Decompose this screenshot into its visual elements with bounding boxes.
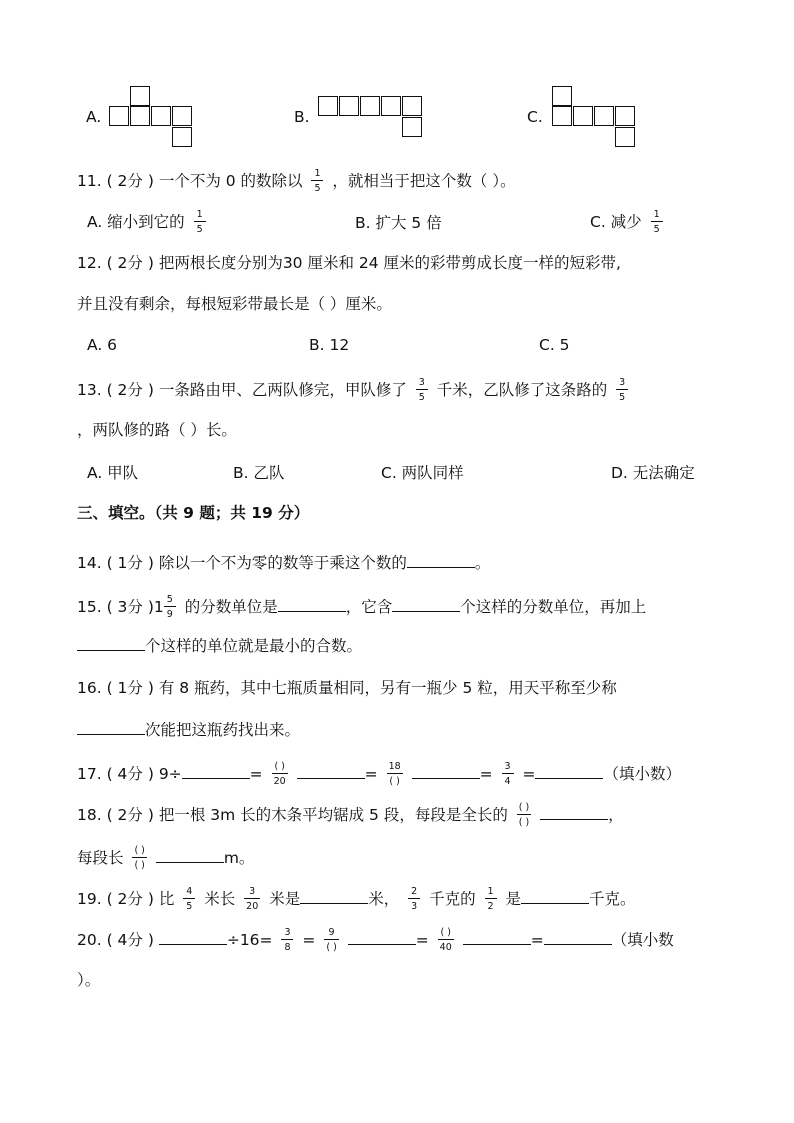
q12-line-2: 并且没有剩余，每根短彩带最长是（ ）厘米。 [77,295,392,313]
q13-option-a[interactable]: A. 甲队 [87,464,139,482]
q18-fraction-1: $\frac{( )}{( )}$ [518,802,530,828]
net-b-label: B. [294,108,310,126]
answer-blank[interactable] [392,597,460,612]
q19-fraction-4: $\frac{1}{2}$ [486,886,496,913]
net-cell [615,106,635,126]
q18-fraction-2: $\frac{( )}{( )}$ [134,845,145,871]
q13-line-2: ，两队修的路（ ）长。 [77,421,237,439]
net-cell [402,96,422,116]
q17-fraction-2: $\frac{18}{( )}$ [388,761,401,787]
net-cell [339,96,359,116]
q13-fraction-1: $\frac{3}{5}$ [417,377,427,404]
question-14: 14. ( 1分 ) 除以一个不为零的数等于乘这个数的 。 [77,554,491,572]
q11-suffix: ，就相当于把这个数（ ）。 [332,172,516,190]
answer-blank[interactable] [348,930,416,945]
q13-option-b[interactable]: B. 乙队 [233,464,285,482]
answer-blank[interactable] [77,636,145,651]
q19-fraction-3: $\frac{2}{3}$ [409,886,419,913]
answer-blank[interactable] [535,764,603,779]
net-cell [573,106,593,126]
answer-blank[interactable] [156,848,224,863]
net-cell [594,106,614,126]
net-c-label: C. [527,108,543,126]
q12-option-a[interactable]: A. 6 [87,336,118,354]
q12-line-1: 12. ( 2分 ) 把两根长度分别为30 厘米和 24 厘米的彩带剪成长度一样的短彩带, [77,254,621,272]
q15-fraction: $\frac{5}{9}$ [165,594,175,621]
question-11 [77,168,516,195]
q11-option-a-fraction: $\frac{1}{5}$ [195,209,205,236]
q16-line-1: 16. ( 1分 ) 有 8 瓶药，其中七瓶质量相同，另有一瓶少 5 粒，用天平称至少称 [77,679,617,697]
q13-option-c[interactable]: C. 两队同样 [381,464,464,482]
answer-blank[interactable] [540,805,608,820]
q19-fraction-1: $\frac{4}{5}$ [184,886,194,913]
net-cell [151,106,171,126]
net-cell [552,106,572,126]
net-cell [130,106,150,126]
q20-line-2: ）。 [77,971,101,989]
q18-line-2: 每段长 $\frac{( )}{( )}$ m。 [77,845,255,871]
net-cell [130,86,150,106]
q16-line-2: 次能把这瓶药找出来。 [77,719,300,741]
q20-fraction-1: $\frac{3}{8}$ [282,927,292,954]
answer-blank[interactable] [159,930,227,945]
net-cell [402,117,422,137]
q12-option-b[interactable]: B. 12 [309,336,350,354]
answer-blank[interactable] [544,930,612,945]
q19-fraction-2: $\frac{3}{20}$ [246,886,259,912]
net-cell [552,86,572,106]
q13-fraction-2: $\frac{3}{5}$ [617,377,627,404]
question-19: 19. ( 2分 ) 比 $\frac{4}{5}$ 米长 $\frac{3}{20}$ 米是 米， $\frac{2}{3}$ 千克的 $\frac{1}{2}$ 是 千克。 [77,886,636,912]
answer-blank[interactable] [297,764,365,779]
question-13: 13. ( 2分 ) 一条路由甲、乙两队修完，甲队修了 $\frac{3}{5}$ 千米，乙队修了这条路的 $\frac{3}{5}$ [77,377,632,404]
net-cell [318,96,338,116]
q13-option-d[interactable]: D. 无法确定 [611,464,695,482]
answer-blank[interactable] [182,764,250,779]
q11-prefix: 11. ( 2分 ) 一个不为 0 的数除以 [77,172,303,190]
answer-blank[interactable] [278,597,346,612]
answer-blank[interactable] [77,720,145,735]
net-cell [360,96,380,116]
net-a-label: A. [86,108,102,126]
q11-option-a[interactable]: A. 缩小到它的 $\frac{1}{5}$ [87,209,210,236]
section-3-heading: 三、填空。（共 9 题；共 19 分） [77,504,310,522]
q12-option-c[interactable]: C. 5 [539,336,570,354]
answer-blank[interactable] [412,764,480,779]
net-cell [381,96,401,116]
question-20: 20. ( 4分 ) ÷16= $\frac{3}{8}$ = $\frac{9}{( )}$ = $\frac{( )}{40}$ = （填小数 [77,927,674,953]
q11-option-b[interactable]: B. 扩大 5 倍 [355,214,442,232]
q20-fraction-3: $\frac{( )}{40}$ [439,927,452,953]
answer-blank[interactable] [463,930,531,945]
q20-fraction-2: $\frac{9}{( )}$ [326,927,337,953]
q11-option-c-fraction: $\frac{1}{5}$ [652,209,662,236]
answer-blank[interactable] [300,889,368,904]
net-cell [172,127,192,147]
question-18: 18. ( 2分 ) 把一根 3m 长的木条平均锯成 5 段，每段是全长的 $\frac{( )}{( )}$ ， [77,802,624,828]
answer-blank[interactable] [407,553,475,568]
q11-fraction: $\frac{1}{5}$ [312,168,322,195]
answer-blank[interactable] [521,889,589,904]
net-cell [109,106,129,126]
q11-option-c[interactable]: C. 减少 $\frac{1}{5}$ [590,209,667,236]
q17-fraction-1: $\frac{( )}{20}$ [273,761,286,787]
q17-fraction-3: $\frac{3}{4}$ [503,761,513,788]
net-cell [172,106,192,126]
question-17: 17. ( 4分 ) 9÷ = $\frac{( )}{20}$ = $\frac{18}{( )}$ = $\frac{3}{4}$ = （填小数） [77,761,681,787]
q15-whole: 1 [153,598,164,616]
q15-line-2: 个这样的单位就是最小的合数。 [77,635,362,657]
net-cell [615,127,635,147]
question-15: 15. ( 3分 )1 $\frac{5}{9}$ 的分数单位是 ，它含 个这样的分数单位，再加上 [77,594,647,620]
